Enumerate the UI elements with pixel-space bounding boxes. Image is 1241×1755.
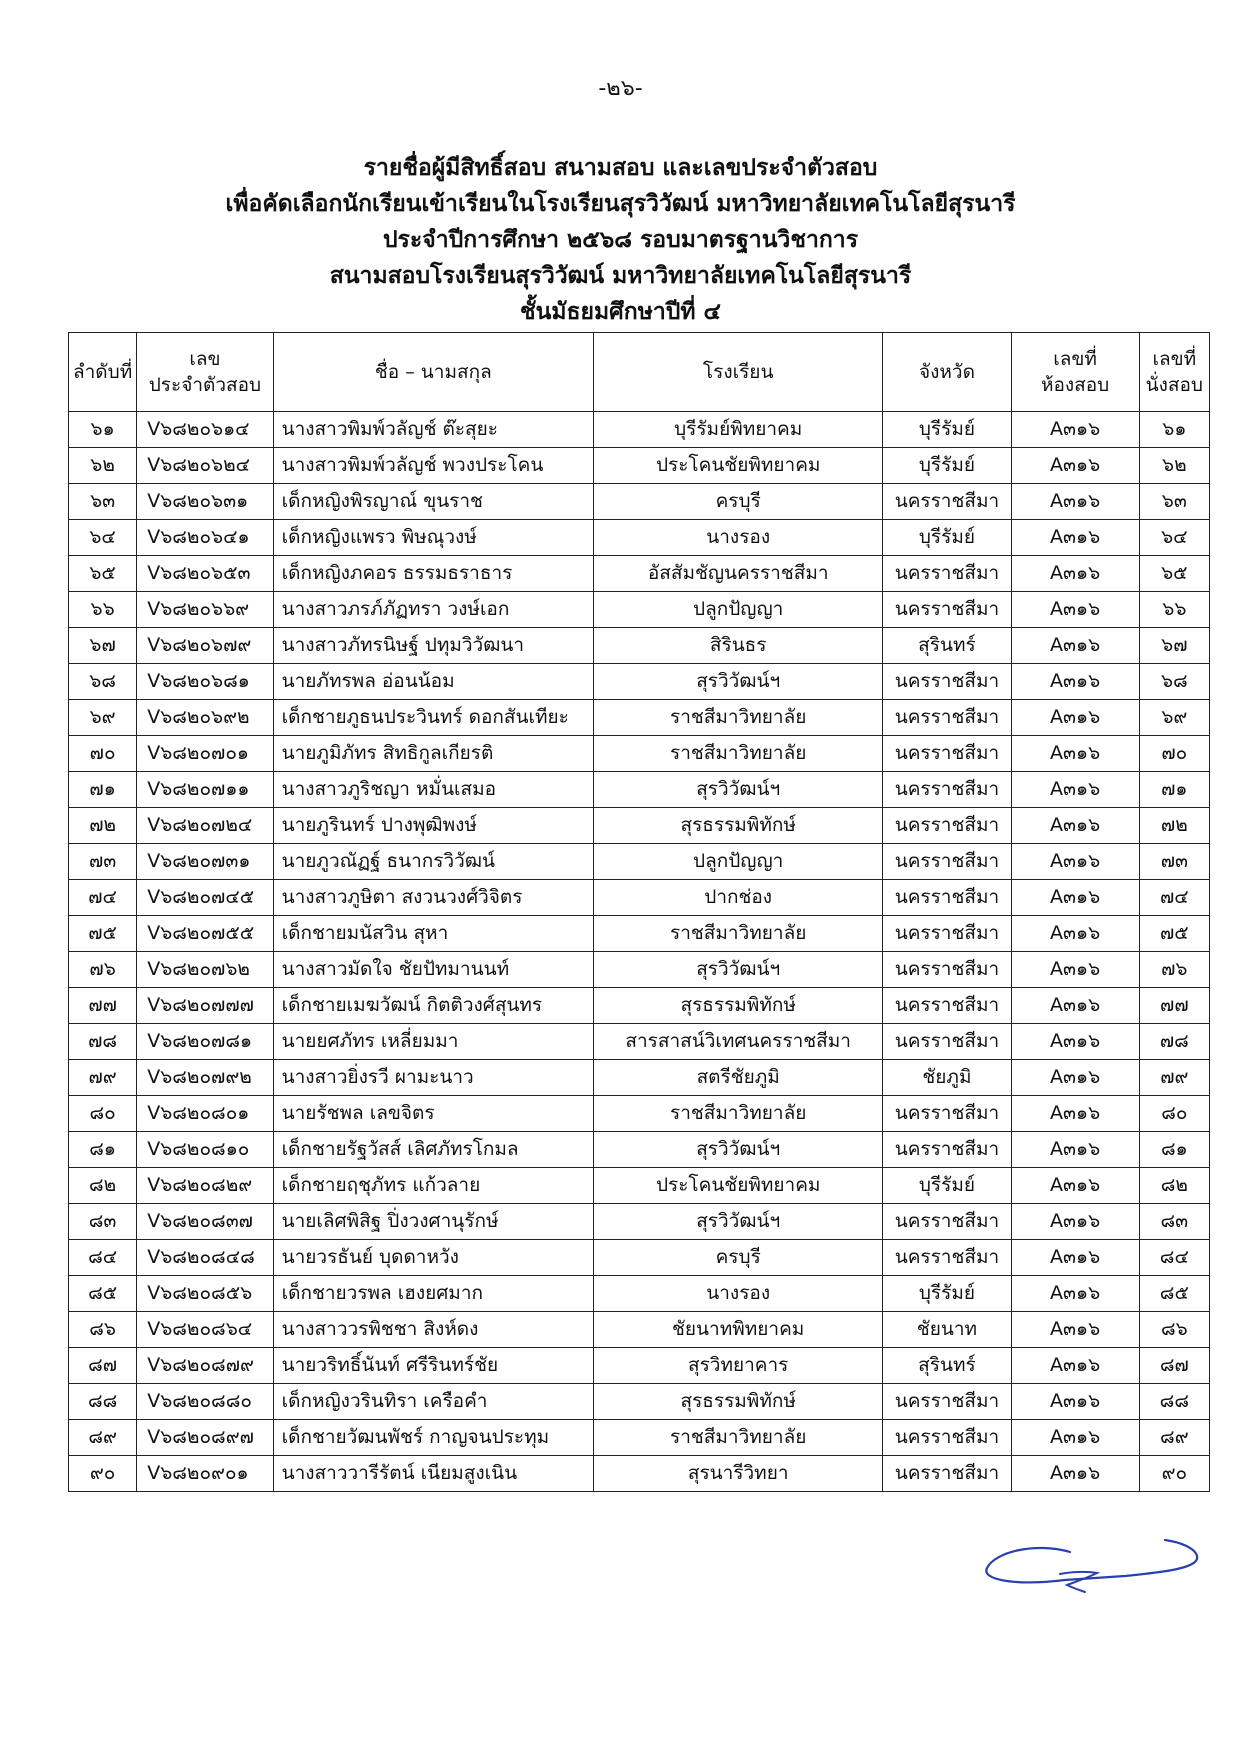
header-province: จังหวัด	[883, 333, 1011, 412]
table-row	[69, 1168, 1210, 1204]
table-row	[69, 1060, 1210, 1096]
cell-room: A๓๑๖	[1011, 1024, 1139, 1060]
cell-seat: ๗๙	[1139, 1060, 1209, 1096]
cell-exam-id: V๖๘๒๐๘๓๗	[137, 1204, 273, 1240]
cell-school: บุรีรัมย์พิทยาคม	[594, 412, 883, 448]
cell-room: A๓๑๖	[1011, 484, 1139, 520]
cell-room: A๓๑๖	[1011, 736, 1139, 772]
cell-name: นายวริทธิ์นันท์ ศรีรินทร์ชัย	[273, 1348, 593, 1384]
cell-school: สุรวิวัฒน์ฯ	[594, 952, 883, 988]
cell-room: A๓๑๖	[1011, 1276, 1139, 1312]
cell-school: ชัยนาทพิทยาคม	[594, 1312, 883, 1348]
cell-room: A๓๑๖	[1011, 844, 1139, 880]
cell-province: นครราชสีมา	[883, 1132, 1011, 1168]
cell-name: เด็กชายมนัสวิน สุหา	[273, 916, 593, 952]
table-row	[69, 1024, 1210, 1060]
cell-exam-id: V๖๘๒๐๗๙๒	[137, 1060, 273, 1096]
table-row	[69, 556, 1210, 592]
cell-room: A๓๑๖	[1011, 1060, 1139, 1096]
cell-province: บุรีรัมย์	[883, 520, 1011, 556]
cell-school: ปลูกปัญญา	[594, 844, 883, 880]
cell-province: ชัยภูมิ	[883, 1060, 1011, 1096]
title-line-1: รายชื่อผู้มีสิทธิ์สอบ สนามสอบ และเลขประจำตัวสอบ	[363, 155, 878, 181]
cell-province: นครราชสีมา	[883, 484, 1011, 520]
cell-seq: ๘๗	[69, 1348, 137, 1384]
cell-exam-id: V๖๘๒๐๖๔๑	[137, 520, 273, 556]
cell-name: นางสาวพิมพ์วลัญช์ พวงประโคน	[273, 448, 593, 484]
cell-seat: ๗๑	[1139, 772, 1209, 808]
cell-seq: ๘๙	[69, 1420, 137, 1456]
title-line-2: เพื่อคัดเลือกนักเรียนเข้าเรียนในโรงเรียนสุรวิวัฒน์ มหาวิทยาลัยเทคโนโลยีสุรนารี	[225, 191, 1016, 217]
cell-seq: ๖๗	[69, 628, 137, 664]
cell-name: เด็กชายเมฆวัฒน์ กิตติวงศ์สุนทร	[273, 988, 593, 1024]
table-row	[69, 880, 1210, 916]
cell-room: A๓๑๖	[1011, 1204, 1139, 1240]
cell-seat: ๙๐	[1139, 1456, 1209, 1492]
table-row	[69, 736, 1210, 772]
cell-province: บุรีรัมย์	[883, 448, 1011, 484]
cell-seat: ๗๐	[1139, 736, 1209, 772]
cell-name: นางสาววารีรัตน์ เนียมสูงเนิน	[273, 1456, 593, 1492]
cell-seq: ๗๕	[69, 916, 137, 952]
cell-name: นายภูมิภัทร สิทธิกูลเกียรติ	[273, 736, 593, 772]
cell-province: นครราชสีมา	[883, 808, 1011, 844]
cell-exam-id: V๖๘๒๐๘๔๘	[137, 1240, 273, 1276]
cell-exam-id: V๖๘๒๐๖๒๔	[137, 448, 273, 484]
cell-province: ชัยนาท	[883, 1312, 1011, 1348]
cell-seat: ๘๐	[1139, 1096, 1209, 1132]
table-row	[69, 952, 1210, 988]
cell-exam-id: V๖๘๒๐๖๑๔	[137, 412, 273, 448]
cell-room: A๓๑๖	[1011, 520, 1139, 556]
cell-province: นครราชสีมา	[883, 1024, 1011, 1060]
cell-seq: ๘๔	[69, 1240, 137, 1276]
cell-seq: ๘๓	[69, 1204, 137, 1240]
title-line-5: ชั้นมัธยมศึกษาปีที่ ๔	[520, 299, 721, 325]
table-row	[69, 1312, 1210, 1348]
cell-room: A๓๑๖	[1011, 1384, 1139, 1420]
cell-room: A๓๑๖	[1011, 808, 1139, 844]
cell-exam-id: V๖๘๒๐๖๗๙	[137, 628, 273, 664]
cell-seq: ๘๒	[69, 1168, 137, 1204]
cell-room: A๓๑๖	[1011, 448, 1139, 484]
cell-province: บุรีรัมย์	[883, 412, 1011, 448]
cell-exam-id: V๖๘๒๐๘๐๑	[137, 1096, 273, 1132]
cell-seq: ๘๑	[69, 1132, 137, 1168]
cell-school: สุรนารีวิทยา	[594, 1456, 883, 1492]
cell-school: ครบุรี	[594, 1240, 883, 1276]
cell-room: A๓๑๖	[1011, 916, 1139, 952]
cell-province: นครราชสีมา	[883, 772, 1011, 808]
cell-province: นครราชสีมา	[883, 1384, 1011, 1420]
cell-school: สุรธรรมพิทักษ์	[594, 808, 883, 844]
cell-name: เด็กหญิงแพรว พิษณุวงษ์	[273, 520, 593, 556]
cell-school: ราชสีมาวิทยาลัย	[594, 1096, 883, 1132]
cell-province: นครราชสีมา	[883, 844, 1011, 880]
cell-name: นายวรธันย์ บุดดาหวัง	[273, 1240, 593, 1276]
cell-school: นางรอง	[594, 520, 883, 556]
cell-seq: ๗๙	[69, 1060, 137, 1096]
header-school: โรงเรียน	[594, 333, 883, 412]
cell-seq: ๘๘	[69, 1384, 137, 1420]
table-row	[69, 988, 1210, 1024]
cell-seq: ๖๑	[69, 412, 137, 448]
cell-exam-id: V๖๘๒๐๘๘๐	[137, 1384, 273, 1420]
cell-exam-id: V๖๘๒๐๗๘๑	[137, 1024, 273, 1060]
cell-room: A๓๑๖	[1011, 628, 1139, 664]
cell-name: นายยศภัทร เหลี่ยมมา	[273, 1024, 593, 1060]
cell-name: เด็กชายวรพล เฮงยศมาก	[273, 1276, 593, 1312]
cell-school: สารสาสน์วิเทศนครราชสีมา	[594, 1024, 883, 1060]
cell-school: สุรวิวัฒน์ฯ	[594, 772, 883, 808]
cell-seq: ๖๖	[69, 592, 137, 628]
cell-seat: ๖๑	[1139, 412, 1209, 448]
cell-province: สุรินทร์	[883, 1348, 1011, 1384]
cell-seq: ๘๕	[69, 1276, 137, 1312]
cell-school: สตรีชัยภูมิ	[594, 1060, 883, 1096]
cell-province: สุรินทร์	[883, 628, 1011, 664]
cell-room: A๓๑๖	[1011, 1240, 1139, 1276]
table-row	[69, 1240, 1210, 1276]
cell-exam-id: V๖๘๒๐๖๓๑	[137, 484, 273, 520]
cell-province: นครราชสีมา	[883, 952, 1011, 988]
cell-seat: ๖๔	[1139, 520, 1209, 556]
header-name: ชื่อ – นามสกุล	[273, 333, 593, 412]
cell-school: สุรวิวัฒน์ฯ	[594, 1204, 883, 1240]
cell-seat: ๖๖	[1139, 592, 1209, 628]
cell-province: นครราชสีมา	[883, 700, 1011, 736]
cell-name: นายภัทรพล อ่อนน้อม	[273, 664, 593, 700]
cell-room: A๓๑๖	[1011, 880, 1139, 916]
cell-room: A๓๑๖	[1011, 1456, 1139, 1492]
cell-exam-id: V๖๘๒๐๖๕๓	[137, 556, 273, 592]
cell-exam-id: V๖๘๒๐๖๖๙	[137, 592, 273, 628]
cell-school: ราชสีมาวิทยาลัย	[594, 916, 883, 952]
cell-seat: ๖๒	[1139, 448, 1209, 484]
cell-seat: ๗๔	[1139, 880, 1209, 916]
cell-name: นางสาวภัทรนิษฐ์ ปทุมวิวัฒนา	[273, 628, 593, 664]
cell-school: ราชสีมาวิทยาลัย	[594, 736, 883, 772]
table-header-row	[69, 333, 1210, 412]
cell-seat: ๗๗	[1139, 988, 1209, 1024]
cell-exam-id: V๖๘๒๐๗๖๒	[137, 952, 273, 988]
cell-room: A๓๑๖	[1011, 1096, 1139, 1132]
cell-exam-id: V๖๘๒๐๘๑๐	[137, 1132, 273, 1168]
cell-room: A๓๑๖	[1011, 664, 1139, 700]
cell-room: A๓๑๖	[1011, 772, 1139, 808]
cell-exam-id: V๖๘๒๐๗๓๑	[137, 844, 273, 880]
cell-room: A๓๑๖	[1011, 1132, 1139, 1168]
cell-school: ราชสีมาวิทยาลัย	[594, 1420, 883, 1456]
cell-exam-id: V๖๘๒๐๗๗๗	[137, 988, 273, 1024]
cell-province: นครราชสีมา	[883, 880, 1011, 916]
cell-room: A๓๑๖	[1011, 1420, 1139, 1456]
cell-name: นางสาววรพิชชา สิงห์ดง	[273, 1312, 593, 1348]
cell-school: สุรวิทยาคาร	[594, 1348, 883, 1384]
table-row	[69, 448, 1210, 484]
cell-province: นครราชสีมา	[883, 1420, 1011, 1456]
cell-school: สิรินธร	[594, 628, 883, 664]
cell-name: เด็กชายฤชุภัทร แก้วลาย	[273, 1168, 593, 1204]
cell-seq: ๗๔	[69, 880, 137, 916]
cell-province: นครราชสีมา	[883, 988, 1011, 1024]
cell-seat: ๘๔	[1139, 1240, 1209, 1276]
cell-seat: ๗๓	[1139, 844, 1209, 880]
cell-name: เด็กหญิงพิรญาณ์ ขุนราช	[273, 484, 593, 520]
cell-seat: ๗๒	[1139, 808, 1209, 844]
cell-seq: ๖๒	[69, 448, 137, 484]
cell-name: นางสาวพิมพ์วลัญช์ ต๊ะสุยะ	[273, 412, 593, 448]
cell-province: นครราชสีมา	[883, 1240, 1011, 1276]
table-row	[69, 844, 1210, 880]
table-row	[69, 1348, 1210, 1384]
cell-seat: ๘๘	[1139, 1384, 1209, 1420]
header-seat: เลขที่ นั่งสอบ	[1139, 333, 1209, 412]
cell-seq: ๗๓	[69, 844, 137, 880]
cell-name: นายเลิศพิสิฐ ปิ่งวงศานุรักษ์	[273, 1204, 593, 1240]
cell-province: นครราชสีมา	[883, 1096, 1011, 1132]
table-row	[69, 412, 1210, 448]
cell-seq: ๗๖	[69, 952, 137, 988]
table-row	[69, 1204, 1210, 1240]
cell-seq: ๘๐	[69, 1096, 137, 1132]
cell-name: เด็กหญิงวรินทิรา เครือคำ	[273, 1384, 593, 1420]
cell-seat: ๗๕	[1139, 916, 1209, 952]
cell-seq: ๙๐	[69, 1456, 137, 1492]
cell-seat: ๖๓	[1139, 484, 1209, 520]
cell-name: นางสาวภูริชญา หมั่นเสมอ	[273, 772, 593, 808]
cell-exam-id: V๖๘๒๐๗๐๑	[137, 736, 273, 772]
cell-name: นางสาวมัดใจ ชัยปัทมานนท์	[273, 952, 593, 988]
cell-province: นครราชสีมา	[883, 736, 1011, 772]
cell-name: นางสาวภูษิตา สงวนวงศ์วิจิตร	[273, 880, 593, 916]
cell-exam-id: V๖๘๒๐๙๐๑	[137, 1456, 273, 1492]
cell-room: A๓๑๖	[1011, 1312, 1139, 1348]
cell-seat: ๘๗	[1139, 1348, 1209, 1384]
cell-room: A๓๑๖	[1011, 988, 1139, 1024]
cell-name: นายภูรินทร์ ปางพุฒิพงษ์	[273, 808, 593, 844]
cell-school: สุรวิวัฒน์ฯ	[594, 664, 883, 700]
table-row	[69, 772, 1210, 808]
cell-province: บุรีรัมย์	[883, 1276, 1011, 1312]
cell-seq: ๖๘	[69, 664, 137, 700]
cell-seq: ๗๘	[69, 1024, 137, 1060]
cell-name: นางสาวภรภ์ภัฏทรา วงษ์เอก	[273, 592, 593, 628]
document-heading	[0, 150, 1241, 330]
cell-name: นายภูวณัฏฐ์ ธนากรวิวัฒน์	[273, 844, 593, 880]
cell-seat: ๖๗	[1139, 628, 1209, 664]
cell-room: A๓๑๖	[1011, 592, 1139, 628]
cell-room: A๓๑๖	[1011, 952, 1139, 988]
title-line-3: ประจำปีการศึกษา ๒๕๖๘ รอบมาตรฐานวิชาการ	[382, 227, 859, 253]
cell-seat: ๗๘	[1139, 1024, 1209, 1060]
table-row	[69, 664, 1210, 700]
cell-province: นครราชสีมา	[883, 1204, 1011, 1240]
cell-seq: ๖๕	[69, 556, 137, 592]
table-row	[69, 1096, 1210, 1132]
cell-name: เด็กชายภูธนประวินทร์ ดอกสันเทียะ	[273, 700, 593, 736]
cell-school: สุรวิวัฒน์ฯ	[594, 1132, 883, 1168]
cell-school: ประโคนชัยพิทยาคม	[594, 1168, 883, 1204]
cell-room: A๓๑๖	[1011, 412, 1139, 448]
cell-school: นางรอง	[594, 1276, 883, 1312]
cell-name: เด็กชายรัฐวัสส์ เลิศภัทรโกมล	[273, 1132, 593, 1168]
cell-province: นครราชสีมา	[883, 664, 1011, 700]
cell-seat: ๘๕	[1139, 1276, 1209, 1312]
cell-exam-id: V๖๘๒๐๘๒๙	[137, 1168, 273, 1204]
cell-school: ครบุรี	[594, 484, 883, 520]
cell-province: บุรีรัมย์	[883, 1168, 1011, 1204]
cell-name: เด็กชายวัฒนพัชร์ กาญจนประทุม	[273, 1420, 593, 1456]
table-row	[69, 1276, 1210, 1312]
cell-room: A๓๑๖	[1011, 1348, 1139, 1384]
table-row	[69, 592, 1210, 628]
cell-province: นครราชสีมา	[883, 916, 1011, 952]
cell-province: นครราชสีมา	[883, 592, 1011, 628]
cell-seat: ๘๖	[1139, 1312, 1209, 1348]
cell-province: นครราชสีมา	[883, 1456, 1011, 1492]
cell-school: ปลูกปัญญา	[594, 592, 883, 628]
cell-seq: ๗๒	[69, 808, 137, 844]
cell-seq: ๗๐	[69, 736, 137, 772]
cell-exam-id: V๖๘๒๐๖๘๑	[137, 664, 273, 700]
header-exam-id: เลข ประจำตัวสอบ	[137, 333, 273, 412]
cell-exam-id: V๖๘๒๐๘๕๖	[137, 1276, 273, 1312]
table-row	[69, 700, 1210, 736]
cell-seq: ๗๑	[69, 772, 137, 808]
table-row	[69, 1420, 1210, 1456]
cell-seq: ๖๓	[69, 484, 137, 520]
cell-seat: ๖๕	[1139, 556, 1209, 592]
cell-seat: ๖๘	[1139, 664, 1209, 700]
cell-exam-id: V๖๘๒๐๗๔๕	[137, 880, 273, 916]
header-seq: ลำดับที่	[69, 333, 137, 412]
cell-name: เด็กหญิงภคอร ธรรมธราธาร	[273, 556, 593, 592]
table-row	[69, 1456, 1210, 1492]
cell-school: อัสสัมชัญนครราชสีมา	[594, 556, 883, 592]
cell-school: ประโคนชัยพิทยาคม	[594, 448, 883, 484]
cell-room: A๓๑๖	[1011, 556, 1139, 592]
title-line-4: สนามสอบโรงเรียนสุรวิวัฒน์ มหาวิทยาลัยเทคโนโลยีสุรนารี	[329, 263, 912, 289]
cell-seq: ๖๙	[69, 700, 137, 736]
table-body	[69, 412, 1210, 1492]
cell-exam-id: V๖๘๒๐๗๕๕	[137, 916, 273, 952]
cell-seq: ๘๖	[69, 1312, 137, 1348]
cell-seat: ๘๙	[1139, 1420, 1209, 1456]
cell-seat: ๘๑	[1139, 1132, 1209, 1168]
table-row	[69, 484, 1210, 520]
cell-exam-id: V๖๘๒๐๗๑๑	[137, 772, 273, 808]
cell-school: สุรธรรมพิทักษ์	[594, 1384, 883, 1420]
table-row	[69, 1384, 1210, 1420]
cell-seq: ๗๗	[69, 988, 137, 1024]
signature-mark	[975, 1530, 1210, 1595]
table-row	[69, 520, 1210, 556]
cell-seat: ๘๓	[1139, 1204, 1209, 1240]
cell-school: ราชสีมาวิทยาลัย	[594, 700, 883, 736]
cell-name: นางสาวยิ่งรวี ผามะนาว	[273, 1060, 593, 1096]
cell-room: A๓๑๖	[1011, 1168, 1139, 1204]
table-row	[69, 1132, 1210, 1168]
cell-exam-id: V๖๘๒๐๖๙๒	[137, 700, 273, 736]
cell-exam-id: V๖๘๒๐๘๗๙	[137, 1348, 273, 1384]
cell-name: นายรัชพล เลขจิตร	[273, 1096, 593, 1132]
table-row	[69, 628, 1210, 664]
candidate-table	[68, 332, 1210, 1492]
table-row	[69, 916, 1210, 952]
cell-exam-id: V๖๘๒๐๘๙๗	[137, 1420, 273, 1456]
cell-school: สุรธรรมพิทักษ์	[594, 988, 883, 1024]
header-room: เลขที่ ห้องสอบ	[1011, 333, 1139, 412]
cell-seat: ๗๖	[1139, 952, 1209, 988]
cell-room: A๓๑๖	[1011, 700, 1139, 736]
cell-school: ปากช่อง	[594, 880, 883, 916]
page-number: -๒๖-	[598, 76, 643, 101]
cell-seat: ๘๒	[1139, 1168, 1209, 1204]
cell-exam-id: V๖๘๒๐๘๖๔	[137, 1312, 273, 1348]
cell-exam-id: V๖๘๒๐๗๒๔	[137, 808, 273, 844]
cell-province: นครราชสีมา	[883, 556, 1011, 592]
cell-seat: ๖๙	[1139, 700, 1209, 736]
table-row	[69, 808, 1210, 844]
cell-seq: ๖๔	[69, 520, 137, 556]
